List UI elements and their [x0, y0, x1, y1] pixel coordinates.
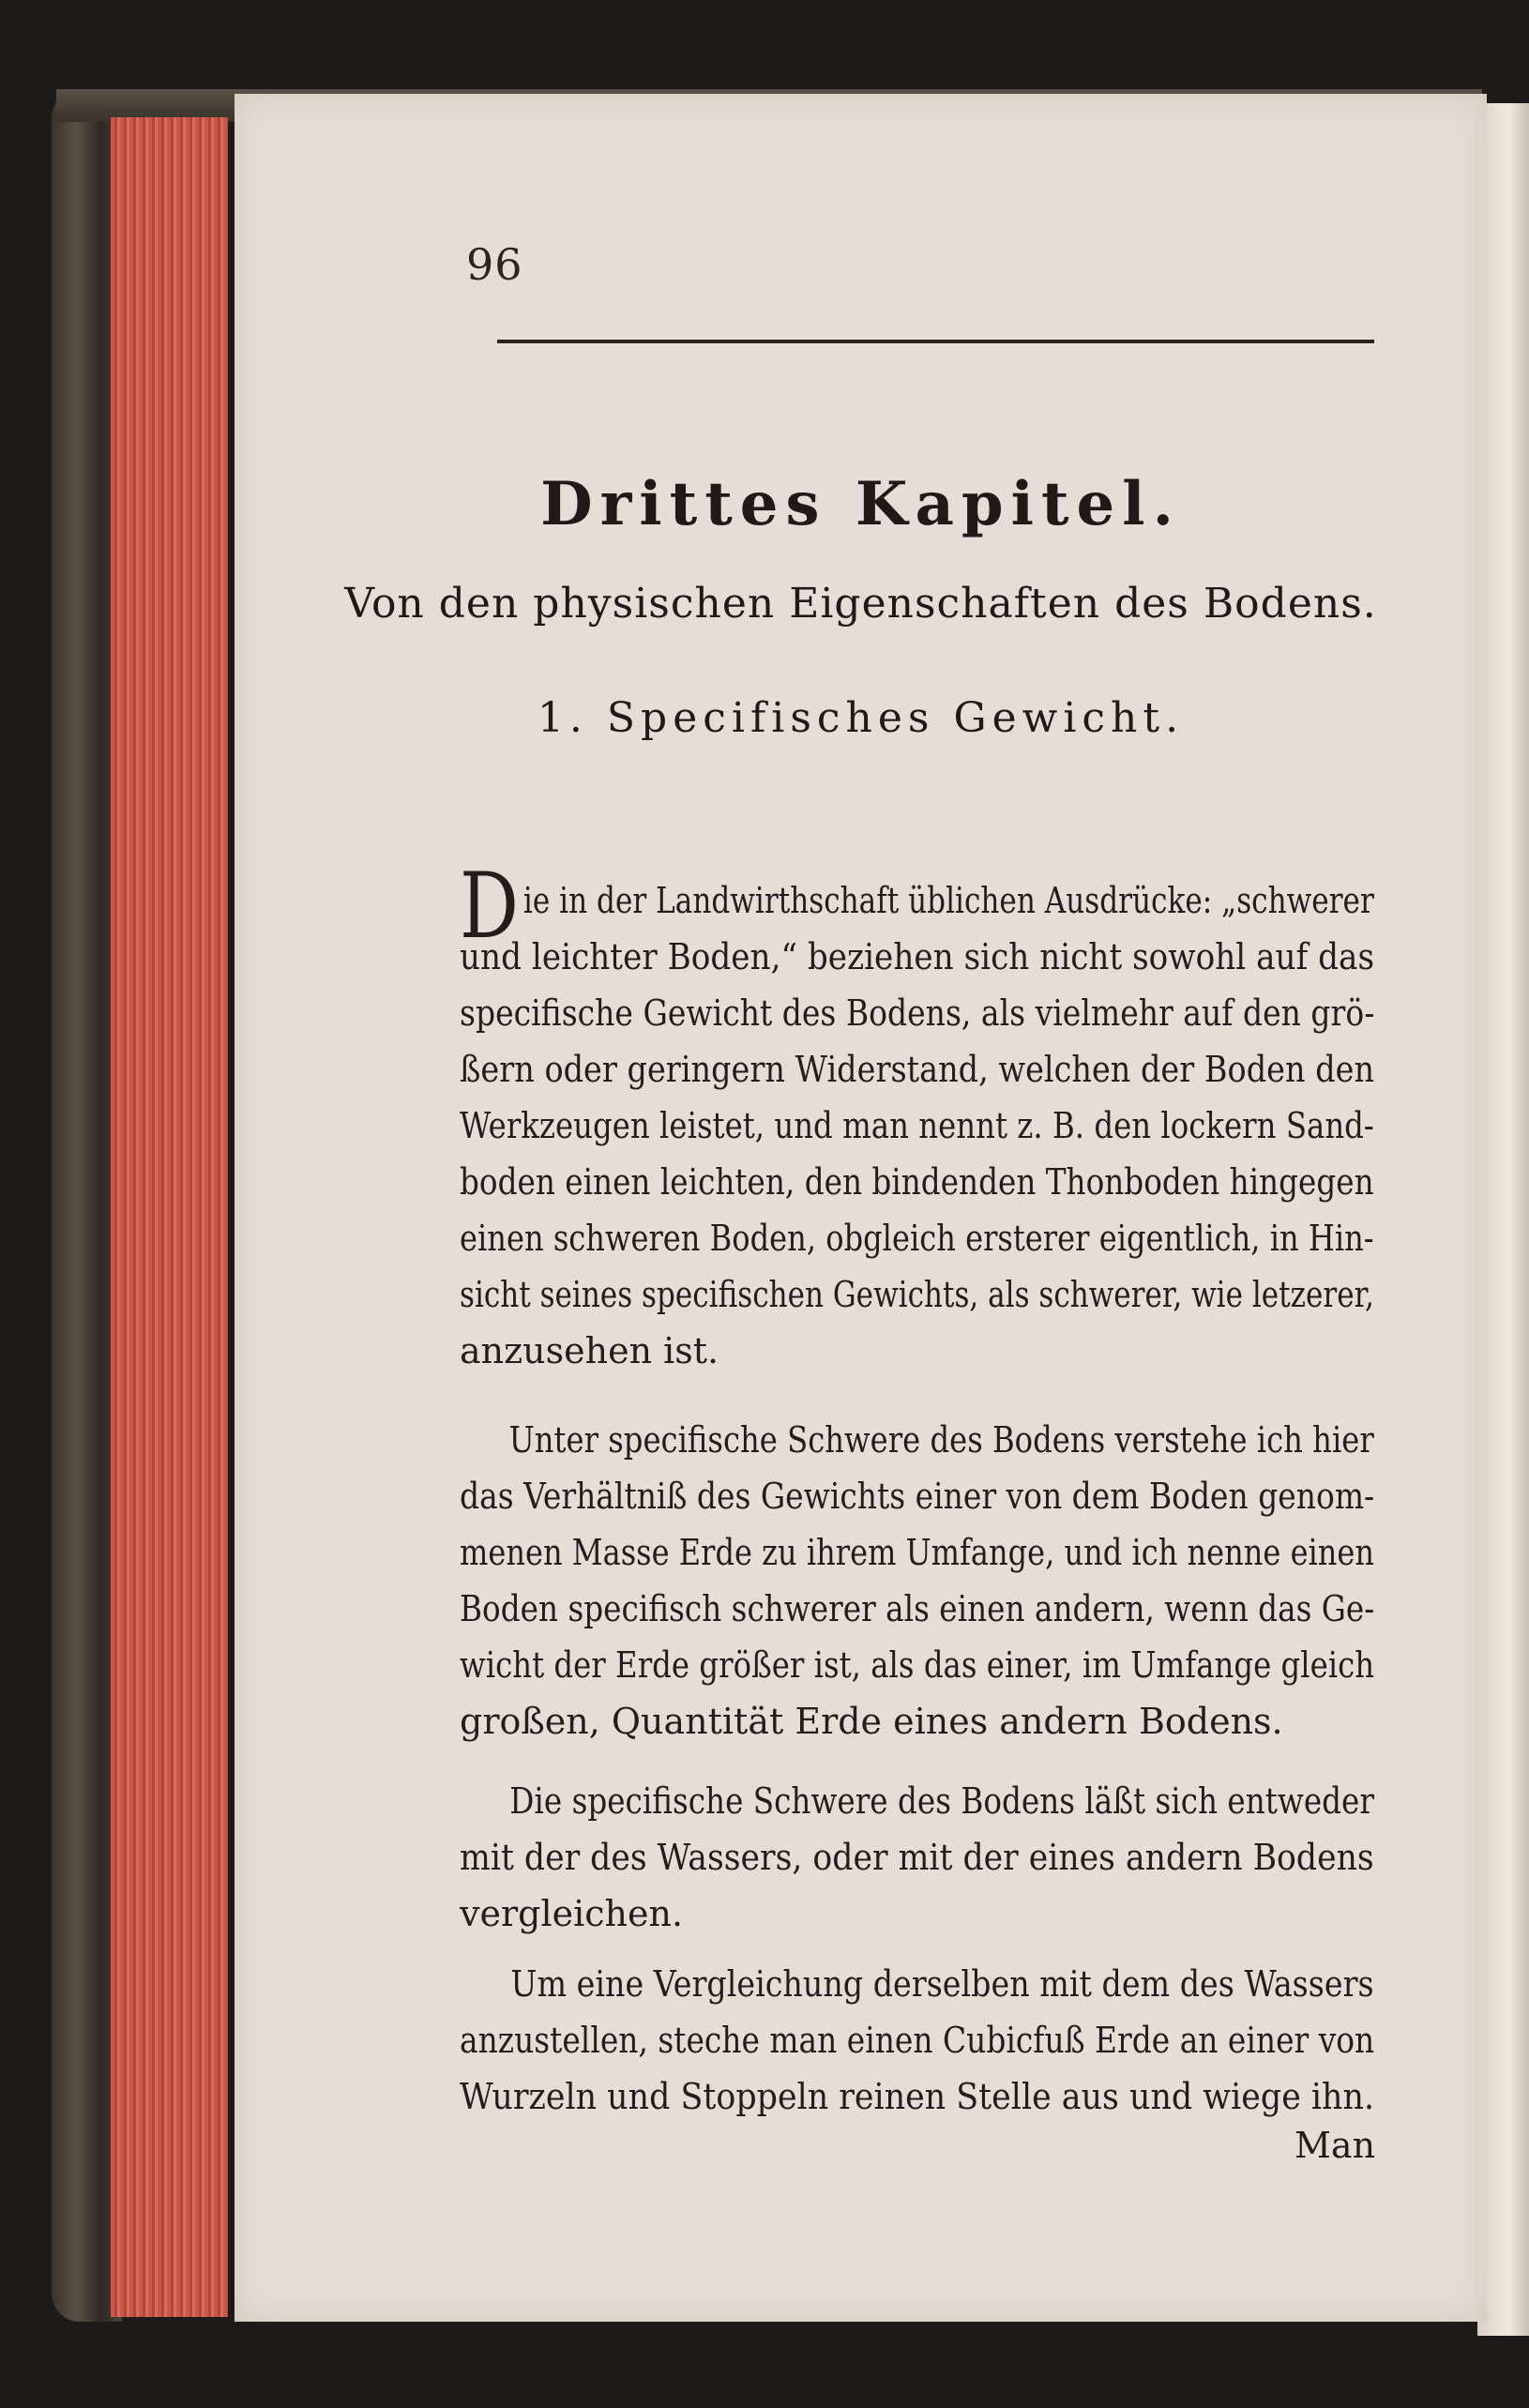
chapter-title: Drittes Kapitel.: [540, 469, 1181, 539]
text-line: ßern oder geringern Widerstand, welchen der Boden den: [460, 1049, 1375, 1090]
text-line: und leichter Boden,“ beziehen sich nicht sowohl auf das: [460, 936, 1375, 977]
text-line: Die specifische Schwere des Bodens läßt sich entweder: [509, 1780, 1374, 1822]
text-line: sicht seines specifischen Gewichts, als schwerer, wie letzerer,: [460, 1274, 1374, 1315]
text-line: anzustellen, steche man einen Cubicfuß Erde an einer von: [460, 2020, 1375, 2061]
text-line: das Verhältniß des Gewichts einer von dem Boden genom-: [460, 1476, 1375, 1517]
line-text: ie in der Landwirthschaft üblichen Ausdrücke: „schwerer: [522, 880, 1374, 921]
drop-cap: D: [460, 854, 520, 959]
book-page: [235, 94, 1487, 2322]
red-page-edges: [111, 117, 228, 2317]
chapter-subtitle: Von den physischen Eigenschaften des Bodens.: [344, 580, 1377, 628]
text-line: menen Masse Erde zu ihrem Umfange, und ich nenne einen: [460, 1532, 1375, 1573]
text-line: mit der des Wassers, oder mit der eines andern Bodens: [460, 1837, 1374, 1878]
page-number: 96: [466, 239, 523, 290]
text-line: Werkzeugen leistet, und man nennt z. B. den lockern Sand-: [460, 1105, 1374, 1146]
paragraph-3: [460, 1773, 1374, 1942]
text-line: vergleichen.: [460, 1893, 684, 1934]
section-heading: 1. Specifisches Gewicht.: [537, 694, 1185, 742]
text-line: Um eine Vergleichung derselben mit dem des Wassers: [510, 1963, 1374, 2005]
header-rule: [497, 340, 1374, 343]
catchword: Man: [1294, 2125, 1376, 2166]
paragraph-1: [460, 854, 1375, 1379]
text-line: boden einen leichten, den bindenden Thonboden hingegen: [460, 1161, 1374, 1203]
text-line: wicht der Erde größer ist, als das einer, im Umfange gleich: [460, 1644, 1375, 1686]
paragraph-2: [460, 1412, 1374, 1749]
paragraph-4: [460, 1956, 1374, 2125]
text-line: anzusehen ist.: [460, 1330, 719, 1371]
text-line: specifische Gewicht des Bodens, als vielmehr auf den grö-: [460, 992, 1375, 1034]
text-line: Boden specifisch schwerer als einen andern, wenn das Ge-: [460, 1588, 1375, 1629]
text-line: einen schweren Boden, obgleich ersterer eigentlich, in Hin-: [460, 1218, 1374, 1259]
text-line: Unter specifische Schwere des Bodens verstehe ich hier: [508, 1419, 1374, 1461]
text-line: großen, Quantität Erde eines andern Bodens.: [460, 1701, 1283, 1742]
text-line: Wurzeln und Stoppeln reinen Stelle aus und wiege ihn.: [460, 2076, 1375, 2117]
